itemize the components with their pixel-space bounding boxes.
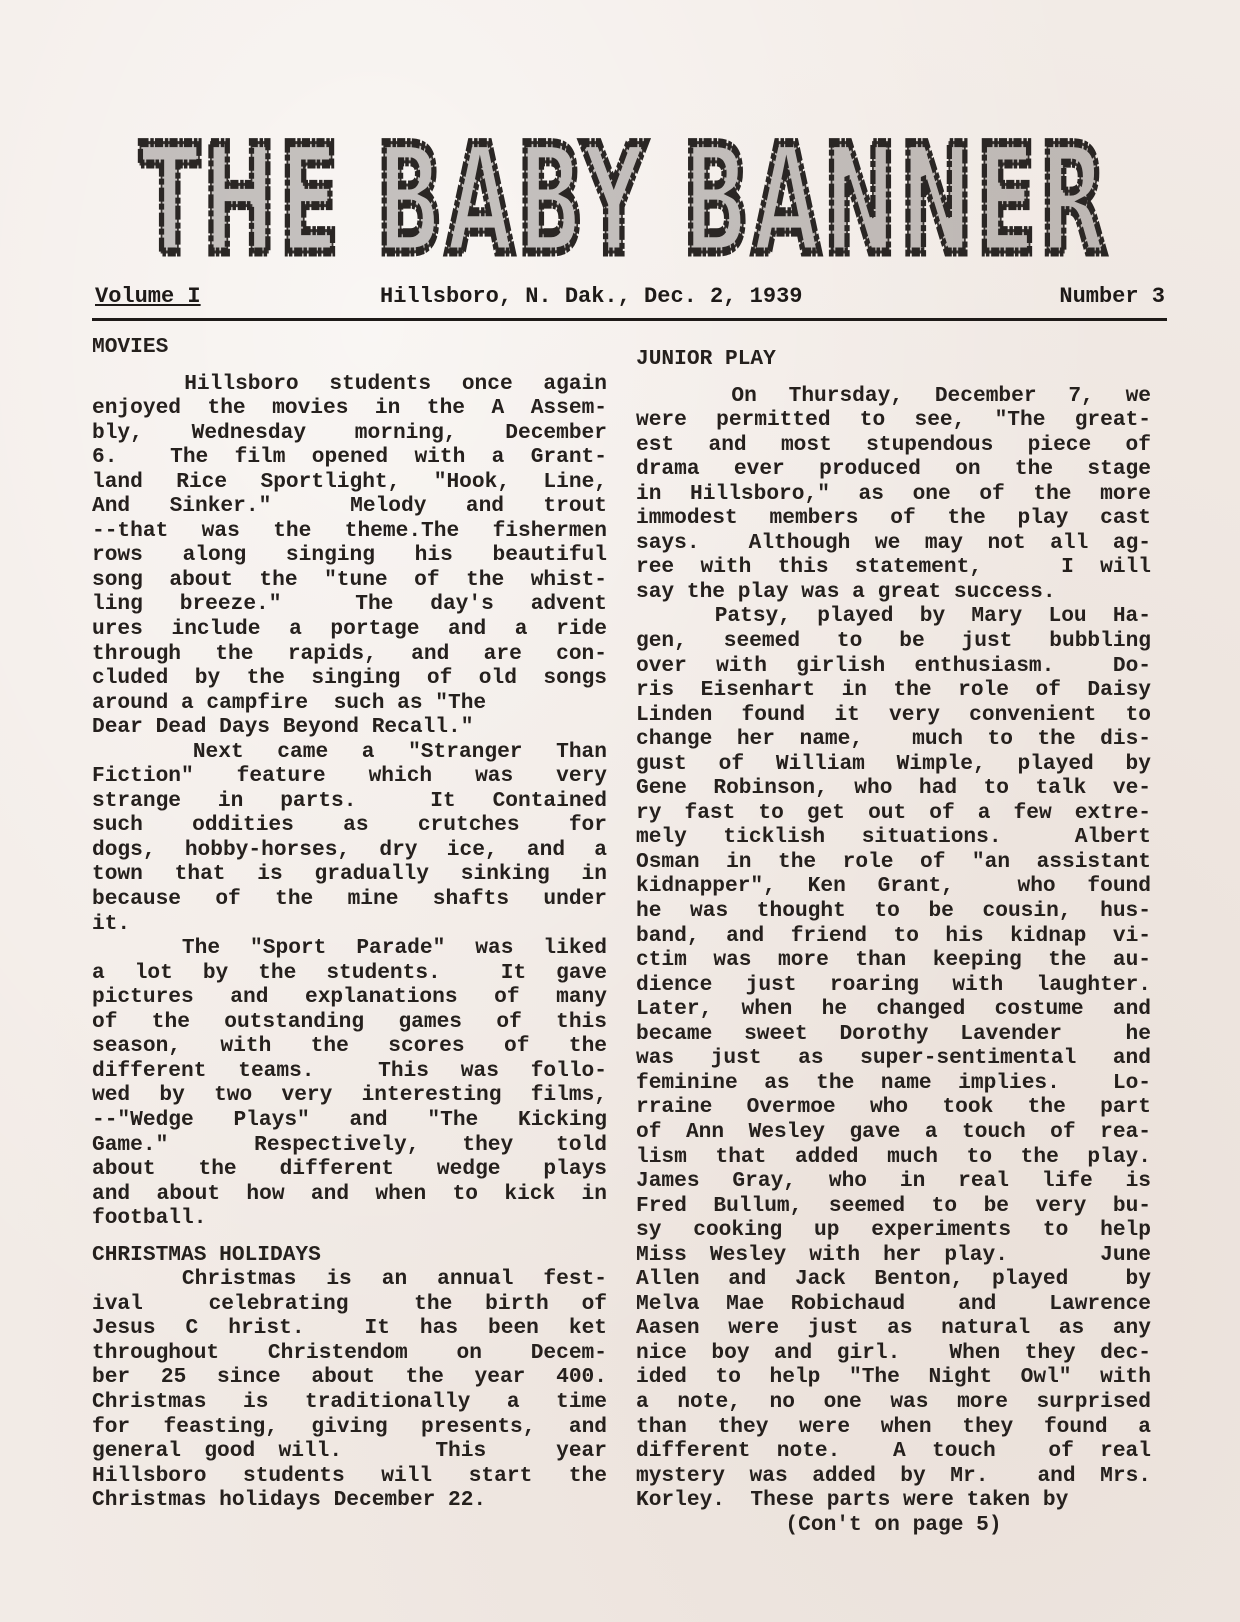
- text-line: ber 25 since about the year 400.: [92, 1365, 607, 1390]
- text-line: Hillsboro students will start the: [92, 1463, 607, 1488]
- text-line: dogs, hobby-horses, dry ice, and a: [92, 837, 607, 862]
- text-line: change her name, much to the dis-: [636, 727, 1151, 752]
- masthead: [130, 112, 1120, 282]
- text-line: Later, when he changed costume and: [636, 997, 1151, 1022]
- text-line: On Thursday, December 7, we: [636, 383, 1151, 408]
- text-line: Christmas is an annual fest-: [92, 1267, 607, 1292]
- text-line: wed by two very interesting films,: [92, 1083, 607, 1108]
- text-line: around a campfire such as "The: [92, 690, 487, 715]
- masthead-title-fill: THE BABY BANNER: [140, 114, 1110, 282]
- text-line: 6. The film opened with a Grant-: [92, 445, 607, 470]
- text-line: Jesus C hrist. It has been ket: [92, 1316, 607, 1341]
- text-line: Patsy, played by Mary Lou Ha-: [636, 604, 1151, 629]
- text-line: cluded by the singing of old songs: [92, 666, 607, 691]
- text-line: such oddities as crutches for: [92, 813, 607, 838]
- text-line: than they were when they found a: [636, 1414, 1151, 1439]
- text-line: gen, seemed to be just bubbling: [636, 629, 1151, 654]
- text-line: over with girlish enthusiasm. Do-: [636, 653, 1151, 678]
- text-line: mely ticklish situations. Albert: [636, 825, 1151, 850]
- text-line: were permitted to see, "The great-: [636, 408, 1151, 433]
- text-line: bly, Wednesday morning, December: [92, 420, 607, 445]
- location-date: Hillsboro, N. Dak., Dec. 2, 1939: [380, 284, 803, 309]
- dateline: [95, 284, 1165, 314]
- text-line: enjoyed the movies in the A Assem-: [92, 396, 607, 421]
- text-line: ided to help "The Night Owl" with: [636, 1365, 1151, 1390]
- text-line: different teams. This was follo-: [92, 1058, 607, 1083]
- text-line: rraine Overmoe who took the part: [636, 1095, 1151, 1120]
- text-line: Christmas is traditionally a time: [92, 1389, 607, 1414]
- text-line: ival celebrating the birth of: [92, 1291, 607, 1316]
- text-line: ry fast to get out of a few extre-: [636, 800, 1151, 825]
- text-line: rows along singing his beautiful: [92, 543, 607, 568]
- text-line: ris Eisenhart in the role of Daisy: [636, 678, 1151, 703]
- text-line: throughout Christendom on Decem-: [92, 1340, 607, 1365]
- text-line: Melva Mae Robichaud and Lawrence: [636, 1291, 1151, 1316]
- text-line: say the play was a great success.: [636, 579, 1056, 604]
- text-line: mystery was added by Mr. and Mrs.: [636, 1463, 1151, 1488]
- text-line: James Gray, who in real life is: [636, 1169, 1151, 1194]
- text-line: kidnapper", Ken Grant, who found: [636, 874, 1151, 899]
- text-line: Miss Wesley with her play. June: [636, 1242, 1151, 1267]
- text-line: of the outstanding games of this: [92, 1009, 607, 1034]
- text-line: land Rice Sportlight, "Hook, Line,: [92, 469, 607, 494]
- text-line: Linden found it very convenient to: [636, 702, 1151, 727]
- movies-article: [92, 372, 607, 1231]
- text-line: because of the mine shafts under: [92, 887, 607, 912]
- text-line: feminine as the name implies. Lo-: [636, 1070, 1151, 1095]
- text-line: song about the "tune of the whist-: [92, 567, 607, 592]
- text-line: sy cooking up experiments to help: [636, 1218, 1151, 1243]
- text-line: est and most stupendous piece of: [636, 432, 1151, 457]
- text-line: in Hillsboro," as one of the more: [636, 481, 1151, 506]
- christmas-heading: CHRISTMAS HOLIDAYS: [92, 1242, 321, 1267]
- text-line: Korley. These parts were taken by: [636, 1488, 1069, 1513]
- text-line: ling breeze." The day's advent: [92, 592, 607, 617]
- text-line: about the different wedge plays: [92, 1157, 607, 1182]
- text-line: town that is gradually sinking in: [92, 862, 607, 887]
- text-line: a note, no one was more surprised: [636, 1389, 1151, 1414]
- text-line: a lot by the students. It gave: [92, 960, 607, 985]
- text-line: general good will. This year: [92, 1439, 607, 1464]
- junior-play-heading: JUNIOR PLAY: [636, 347, 776, 371]
- text-line: nice boy and girl. When they dec-: [636, 1340, 1151, 1365]
- masthead-title: THE BABY BANNER: [140, 114, 1110, 282]
- text-line: ctim was more than keeping the au-: [636, 948, 1151, 973]
- text-line: says. Although we may not all ag-: [636, 530, 1151, 555]
- text-line: band, and friend to his kidnap vi-: [636, 923, 1151, 948]
- text-line: ures include a portage and a ride: [92, 617, 607, 642]
- text-line: dience just roaring with laughter.: [636, 972, 1151, 997]
- masthead-logo: [130, 112, 1120, 282]
- christmas-article: [92, 1267, 607, 1512]
- text-line: Game." Respectively, they told: [92, 1132, 607, 1157]
- text-line: Gene Robinson, who had to talk ve-: [636, 776, 1151, 801]
- text-line: And Sinker." Melody and trout: [92, 494, 607, 519]
- text-line: and about how and when to kick in: [92, 1181, 607, 1206]
- text-line: Osman in the role of "an assistant: [636, 849, 1151, 874]
- volume-label: Volume I: [95, 284, 201, 309]
- text-line: of Ann Wesley gave a touch of rea-: [636, 1119, 1151, 1144]
- text-line: gust of William Wimple, played by: [636, 751, 1151, 776]
- junior-play-article: [636, 384, 1151, 1513]
- text-line: Next came a "Stranger Than: [92, 739, 607, 764]
- header-rule: [92, 318, 1167, 321]
- text-line: pictures and explanations of many: [92, 985, 607, 1010]
- text-line: strange in parts. It Contained: [92, 788, 607, 813]
- movies-heading: MOVIES: [92, 335, 169, 359]
- continued-note: (Con't on page 5): [785, 1512, 1002, 1537]
- text-line: Aasen were just as natural as any: [636, 1316, 1151, 1341]
- text-line: was just as super-sentimental and: [636, 1046, 1151, 1071]
- text-line: it.: [92, 911, 131, 936]
- text-line: became sweet Dorothy Lavender he: [636, 1021, 1151, 1046]
- text-line: Allen and Jack Benton, played by: [636, 1267, 1151, 1292]
- text-line: football.: [92, 1206, 207, 1231]
- text-line: The "Sport Parade" was liked: [92, 936, 607, 961]
- text-line: drama ever produced on the stage: [636, 457, 1151, 482]
- text-line: different note. A touch of real: [636, 1439, 1151, 1464]
- text-line: lism that added much to the play.: [636, 1144, 1151, 1169]
- text-line: Fiction" feature which was very: [92, 764, 607, 789]
- text-line: he was thought to be cousin, hus-: [636, 899, 1151, 924]
- text-line: Dear Dead Days Beyond Recall.": [92, 715, 474, 740]
- text-line: season, with the scores of the: [92, 1034, 607, 1059]
- text-line: through the rapids, and are con-: [92, 641, 607, 666]
- left-column: [92, 335, 607, 1513]
- text-line: Christmas holidays December 22.: [92, 1488, 487, 1513]
- text-line: ree with this statement, I will: [636, 555, 1151, 580]
- text-line: immodest members of the play cast: [636, 506, 1151, 531]
- issue-number: Number 3: [1059, 284, 1165, 309]
- text-line: --that was the theme.The fishermen: [92, 518, 607, 543]
- text-line: for feasting, giving presents, and: [92, 1414, 607, 1439]
- text-line: Fred Bullum, seemed to be very bu-: [636, 1193, 1151, 1218]
- right-column: [636, 347, 1151, 1537]
- text-line: --"Wedge Plays" and "The Kicking: [92, 1107, 607, 1132]
- text-line: Hillsboro students once again: [92, 371, 607, 396]
